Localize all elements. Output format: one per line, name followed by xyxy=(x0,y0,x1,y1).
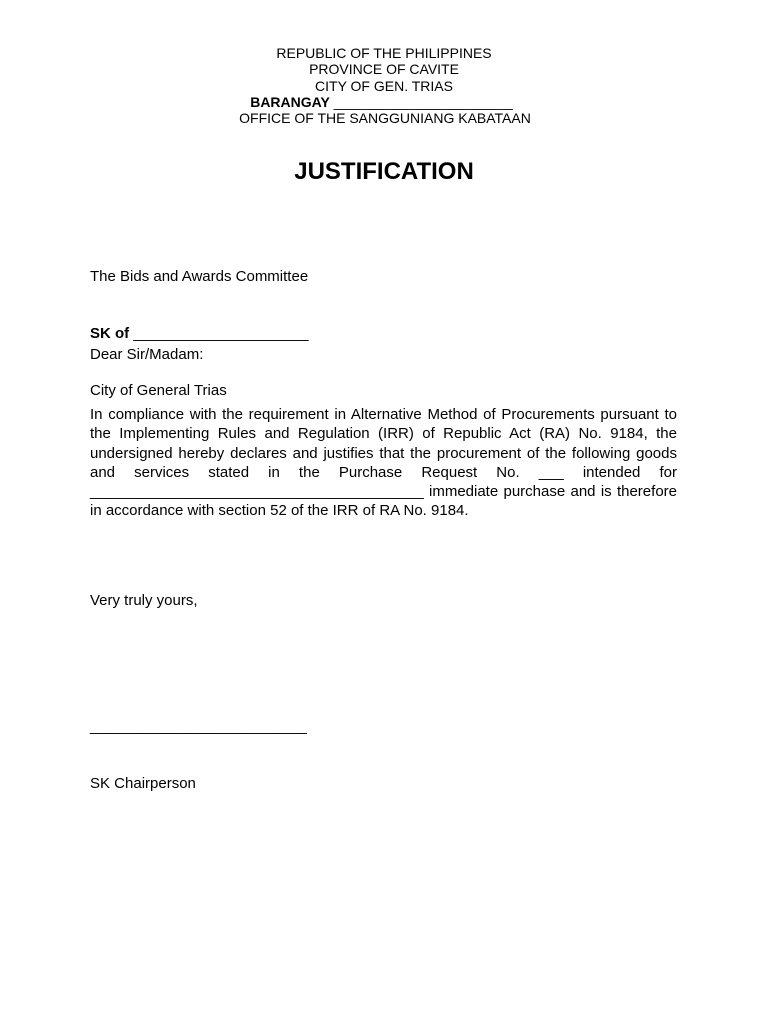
document-title: JUSTIFICATION xyxy=(294,158,474,185)
sk-line xyxy=(90,324,309,343)
signature-block xyxy=(90,679,307,831)
barangay-blank: _______________________ xyxy=(333,93,513,110)
province-line: PROVINCE OF CAVITE xyxy=(309,61,459,78)
signatory-title: SK Chairperson xyxy=(90,775,196,792)
republic-line: REPUBLIC OF THE PHILIPPINES xyxy=(276,45,492,61)
barangay-line xyxy=(0,94,768,110)
addressee-city-line: City of General Trias xyxy=(90,382,227,399)
sk-blank: _____________________ xyxy=(133,325,309,342)
sk-label: SK of xyxy=(90,325,130,342)
letterhead xyxy=(0,45,768,126)
committee-line: The Bids and Awards Committee xyxy=(90,268,309,285)
signature-blank: __________________________ xyxy=(90,718,307,735)
body-paragraph: In compliance with the requirement in Alternative Method of Procurements pursuant to the Implementing Rules and Regulation (IRR) of Republic Act (RA) No. 9184, the undersigned hereby declares and justifies that the procurement of the following goods and services stated in the Purchase Request No. ___ intended for ________________________________________ immediate purchase and is therefore in accordance with section 52 of the IRR of RA No. 9184. xyxy=(90,406,677,520)
salutation: Dear Sir/Madam: xyxy=(90,346,204,363)
closing: Very truly yours, xyxy=(90,592,198,609)
office-line: OFFICE OF THE SANGGUNIANG KABATAAN xyxy=(239,110,531,127)
barangay-label: BARANGAY xyxy=(250,93,330,110)
city-line: CITY OF GEN. TRIAS xyxy=(315,77,453,94)
